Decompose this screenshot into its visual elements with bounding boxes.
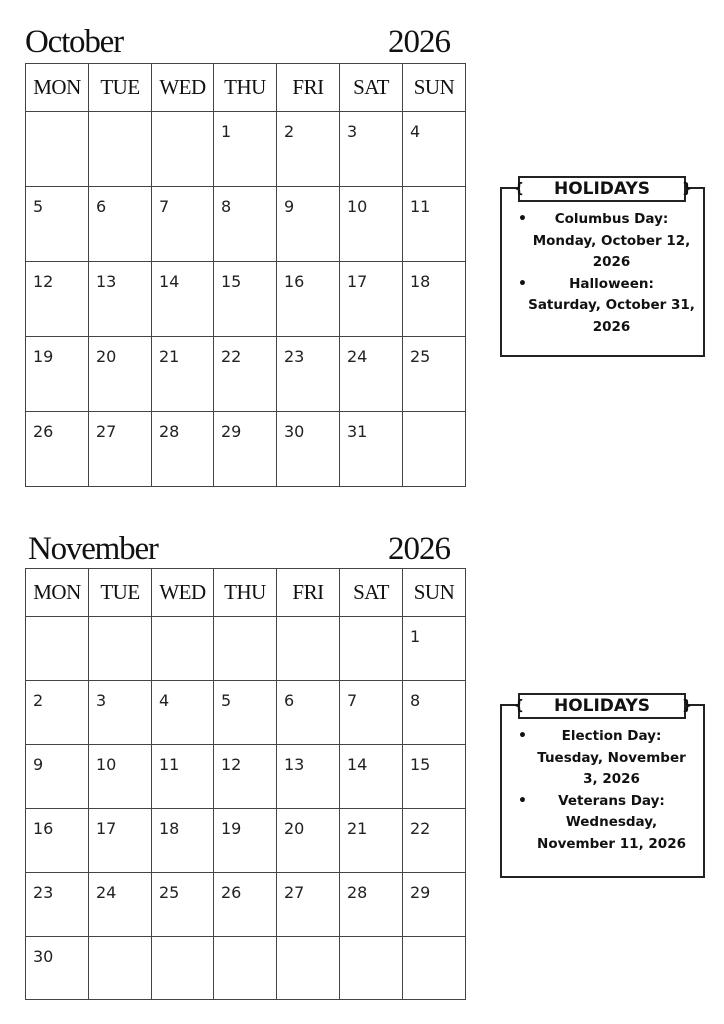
weekday-header: THU bbox=[214, 64, 277, 112]
day-number: 16 bbox=[33, 819, 54, 838]
day-cell bbox=[340, 681, 403, 745]
day-number: 11 bbox=[410, 197, 431, 216]
day-number bbox=[214, 937, 276, 947]
day-cell bbox=[26, 617, 89, 681]
week-row bbox=[26, 937, 466, 1000]
day-cell bbox=[26, 262, 89, 337]
day-number: 22 bbox=[221, 347, 242, 366]
banner-notch-left-icon: { bbox=[514, 698, 524, 714]
week-row bbox=[26, 187, 466, 262]
day-number: 13 bbox=[284, 755, 305, 774]
day-number: 21 bbox=[159, 347, 180, 366]
day-number: 27 bbox=[96, 422, 117, 441]
day-number: 7 bbox=[347, 691, 358, 710]
weekday-header: FRI bbox=[277, 64, 340, 112]
week-row bbox=[26, 112, 466, 187]
holiday-date: Monday, October 12, 2026 bbox=[532, 232, 691, 270]
november-month-title: November bbox=[28, 531, 158, 567]
weekday-header: MON bbox=[26, 64, 89, 112]
day-cell bbox=[340, 745, 403, 809]
day-number: 24 bbox=[347, 347, 368, 366]
day-cell bbox=[152, 112, 214, 187]
day-cell bbox=[152, 617, 214, 681]
day-cell bbox=[277, 112, 340, 187]
day-cell bbox=[152, 262, 214, 337]
day-number: 22 bbox=[410, 819, 431, 838]
holiday-name: Halloween: bbox=[569, 275, 654, 292]
november-holidays-banner bbox=[514, 693, 692, 719]
day-cell bbox=[89, 745, 152, 809]
day-cell bbox=[277, 809, 340, 873]
day-cell bbox=[403, 337, 466, 412]
day-number: 1 bbox=[221, 122, 232, 141]
day-cell bbox=[214, 937, 277, 1000]
day-cell bbox=[340, 873, 403, 937]
day-number: 29 bbox=[221, 422, 242, 441]
holiday-name: Election Day: bbox=[561, 728, 662, 744]
weekday-header: WED bbox=[152, 64, 214, 112]
week-row bbox=[26, 809, 466, 873]
banner-notch-left-icon: { bbox=[514, 181, 524, 197]
week-row bbox=[26, 262, 466, 337]
day-cell bbox=[340, 112, 403, 187]
week-row bbox=[26, 745, 466, 809]
day-number: 17 bbox=[96, 819, 117, 838]
day-number bbox=[26, 617, 88, 627]
day-cell bbox=[152, 187, 214, 262]
day-cell bbox=[403, 809, 466, 873]
day-number: 6 bbox=[96, 197, 107, 216]
day-cell bbox=[277, 187, 340, 262]
day-cell bbox=[277, 745, 340, 809]
day-number: 10 bbox=[347, 197, 368, 216]
day-number: 18 bbox=[410, 272, 431, 291]
day-number: 15 bbox=[410, 755, 431, 774]
holiday-date: Wednesday, November 11, 2026 bbox=[537, 814, 686, 852]
day-cell bbox=[26, 337, 89, 412]
weekday-header: SUN bbox=[403, 569, 466, 617]
day-number: 25 bbox=[410, 347, 431, 366]
day-cell bbox=[277, 337, 340, 412]
day-number bbox=[340, 617, 402, 627]
day-cell bbox=[277, 681, 340, 745]
weekday-header-row bbox=[26, 569, 466, 617]
day-cell bbox=[89, 262, 152, 337]
day-cell bbox=[403, 873, 466, 937]
day-cell bbox=[26, 112, 89, 187]
november-year-title: 2026 bbox=[388, 531, 450, 567]
day-cell bbox=[340, 187, 403, 262]
day-cell bbox=[89, 187, 152, 262]
day-cell bbox=[214, 617, 277, 681]
holiday-item bbox=[506, 791, 699, 856]
bullet-icon: • bbox=[518, 211, 527, 227]
day-number: 5 bbox=[221, 691, 232, 710]
day-number: 19 bbox=[221, 819, 242, 838]
day-number bbox=[340, 937, 402, 947]
day-number: 29 bbox=[410, 883, 431, 902]
day-cell bbox=[340, 937, 403, 1000]
week-row bbox=[26, 617, 466, 681]
holidays-heading: HOLIDAYS bbox=[553, 696, 651, 716]
day-cell bbox=[89, 937, 152, 1000]
day-cell bbox=[340, 262, 403, 337]
weekday-header: TUE bbox=[89, 64, 152, 112]
holiday-item bbox=[506, 274, 699, 339]
november-calendar-grid bbox=[25, 568, 466, 1000]
day-number: 3 bbox=[347, 122, 358, 141]
day-number: 11 bbox=[159, 755, 180, 774]
weekday-header: SAT bbox=[340, 64, 403, 112]
day-cell bbox=[89, 873, 152, 937]
october-holidays-list bbox=[506, 209, 699, 338]
day-cell bbox=[403, 412, 466, 487]
day-cell bbox=[26, 412, 89, 487]
weekday-header: SAT bbox=[340, 569, 403, 617]
october-calendar-grid bbox=[25, 63, 466, 487]
day-cell bbox=[89, 337, 152, 412]
day-cell bbox=[403, 617, 466, 681]
day-cell bbox=[340, 337, 403, 412]
november-holidays-panel bbox=[500, 704, 705, 878]
weekday-header: TUE bbox=[89, 569, 152, 617]
holiday-name: Columbus Day: bbox=[554, 211, 669, 227]
day-cell bbox=[152, 937, 214, 1000]
week-row bbox=[26, 873, 466, 937]
weekday-header: SUN bbox=[403, 64, 466, 112]
day-cell bbox=[89, 412, 152, 487]
day-number: 6 bbox=[284, 691, 295, 710]
day-number: 20 bbox=[284, 819, 305, 838]
day-number: 19 bbox=[33, 347, 54, 366]
day-number bbox=[152, 112, 213, 122]
day-number: 12 bbox=[33, 272, 54, 291]
day-cell bbox=[277, 262, 340, 337]
day-number: 28 bbox=[347, 883, 368, 902]
week-row bbox=[26, 681, 466, 745]
weekday-header: MON bbox=[26, 569, 89, 617]
day-cell bbox=[403, 262, 466, 337]
day-cell bbox=[403, 937, 466, 1000]
day-number: 8 bbox=[221, 197, 232, 216]
day-number: 8 bbox=[410, 691, 421, 710]
holiday-date: Saturday, October 31, 2026 bbox=[528, 297, 695, 335]
day-cell bbox=[89, 681, 152, 745]
day-cell bbox=[277, 412, 340, 487]
day-number: 14 bbox=[347, 755, 368, 774]
day-number: 18 bbox=[159, 819, 180, 838]
day-cell bbox=[26, 873, 89, 937]
day-number bbox=[277, 937, 339, 947]
day-number: 13 bbox=[96, 272, 117, 291]
october-holidays-banner bbox=[514, 176, 692, 202]
day-cell bbox=[152, 745, 214, 809]
day-cell bbox=[26, 187, 89, 262]
holidays-heading: HOLIDAYS bbox=[553, 179, 651, 199]
day-cell bbox=[152, 337, 214, 412]
day-number: 30 bbox=[284, 422, 305, 441]
day-number: 25 bbox=[159, 883, 180, 902]
day-cell bbox=[26, 745, 89, 809]
october-month-title: October bbox=[25, 24, 123, 60]
day-number: 10 bbox=[96, 755, 117, 774]
day-cell bbox=[277, 873, 340, 937]
day-number: 2 bbox=[284, 122, 295, 141]
holiday-date: Tuesday, November 3, 2026 bbox=[537, 749, 686, 787]
day-number: 23 bbox=[33, 883, 54, 902]
day-cell bbox=[152, 412, 214, 487]
day-number bbox=[403, 412, 465, 422]
banner-notch-right-icon: } bbox=[682, 181, 692, 197]
day-number: 20 bbox=[96, 347, 117, 366]
weekday-header-row bbox=[26, 64, 466, 112]
day-number: 2 bbox=[33, 691, 44, 710]
day-number: 28 bbox=[159, 422, 180, 441]
bullet-icon: • bbox=[518, 792, 527, 809]
bullet-icon: • bbox=[518, 728, 527, 744]
bullet-icon: • bbox=[518, 275, 527, 292]
day-number: 5 bbox=[33, 197, 44, 216]
weekday-header: WED bbox=[152, 569, 214, 617]
day-number bbox=[277, 617, 339, 627]
day-cell bbox=[214, 681, 277, 745]
october-year-title: 2026 bbox=[388, 24, 450, 60]
day-number bbox=[26, 112, 88, 122]
day-cell bbox=[152, 809, 214, 873]
day-number bbox=[152, 617, 213, 627]
day-number: 4 bbox=[159, 691, 170, 710]
day-number: 17 bbox=[347, 272, 368, 291]
day-cell bbox=[89, 809, 152, 873]
day-cell bbox=[89, 112, 152, 187]
day-number: 21 bbox=[347, 819, 368, 838]
day-number bbox=[152, 937, 213, 947]
day-cell bbox=[403, 112, 466, 187]
day-number: 12 bbox=[221, 755, 242, 774]
day-cell bbox=[403, 187, 466, 262]
day-cell bbox=[26, 681, 89, 745]
day-cell bbox=[89, 617, 152, 681]
day-number: 4 bbox=[410, 122, 421, 141]
day-cell bbox=[277, 937, 340, 1000]
day-number: 9 bbox=[33, 755, 44, 774]
day-number: 30 bbox=[33, 947, 54, 966]
day-number: 9 bbox=[284, 197, 295, 216]
day-number: 27 bbox=[284, 883, 305, 902]
day-cell bbox=[340, 809, 403, 873]
day-number: 16 bbox=[284, 272, 305, 291]
day-number: 26 bbox=[33, 422, 54, 441]
day-number: 31 bbox=[347, 422, 368, 441]
day-cell bbox=[214, 337, 277, 412]
day-number: 26 bbox=[221, 883, 242, 902]
day-number bbox=[89, 937, 151, 947]
day-cell bbox=[214, 112, 277, 187]
november-holidays-list bbox=[506, 726, 699, 855]
day-number bbox=[403, 937, 465, 947]
day-cell bbox=[277, 617, 340, 681]
weekday-header: THU bbox=[214, 569, 277, 617]
day-cell bbox=[340, 617, 403, 681]
day-cell bbox=[214, 809, 277, 873]
weekday-header: FRI bbox=[277, 569, 340, 617]
day-number: 15 bbox=[221, 272, 242, 291]
week-row bbox=[26, 337, 466, 412]
week-row bbox=[26, 412, 466, 487]
day-number: 7 bbox=[159, 197, 170, 216]
day-cell bbox=[214, 187, 277, 262]
day-cell bbox=[152, 681, 214, 745]
day-number bbox=[214, 617, 276, 627]
october-holidays-panel bbox=[500, 187, 705, 357]
day-number: 24 bbox=[96, 883, 117, 902]
day-cell bbox=[403, 745, 466, 809]
day-cell bbox=[214, 262, 277, 337]
day-number bbox=[89, 112, 151, 122]
day-cell bbox=[403, 681, 466, 745]
banner-notch-right-icon: } bbox=[682, 698, 692, 714]
holiday-item bbox=[506, 209, 699, 274]
day-cell bbox=[214, 412, 277, 487]
day-cell bbox=[340, 412, 403, 487]
day-cell bbox=[26, 809, 89, 873]
day-number: 3 bbox=[96, 691, 107, 710]
day-number: 1 bbox=[410, 627, 421, 646]
holiday-item bbox=[506, 726, 699, 791]
day-number bbox=[89, 617, 151, 627]
day-number: 14 bbox=[159, 272, 180, 291]
holiday-name: Veterans Day: bbox=[558, 792, 665, 809]
day-cell bbox=[214, 873, 277, 937]
day-cell bbox=[152, 873, 214, 937]
day-cell bbox=[214, 745, 277, 809]
day-cell bbox=[26, 937, 89, 1000]
day-number: 23 bbox=[284, 347, 305, 366]
